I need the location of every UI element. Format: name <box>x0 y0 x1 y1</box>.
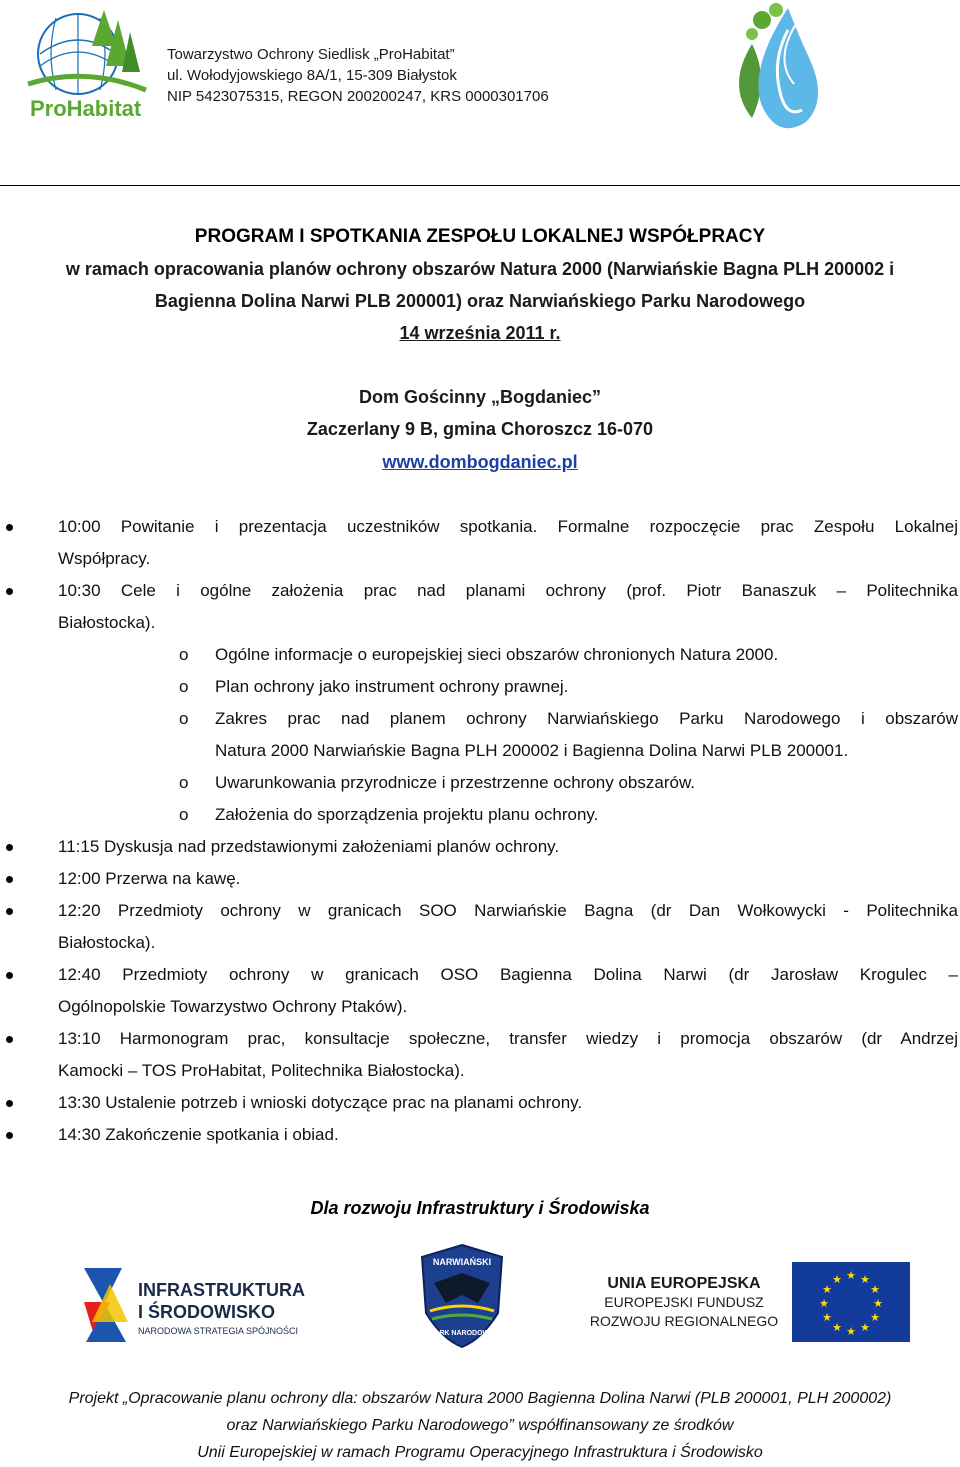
agenda-subitem <box>179 799 958 831</box>
agenda-subitem <box>179 671 958 703</box>
agenda-subtext: Zakres prac nad planem ochrony Narwiańskiego Parku Narodowego i obszarów <box>215 709 958 728</box>
agenda-subitem <box>179 703 958 767</box>
organization-info <box>167 44 549 107</box>
agenda-subtext: Uwarunkowania przyrodnicze i przestrzenne ochrony obszarów. <box>215 773 696 792</box>
program-subtitle-line2: Bagienna Dolina Narwi PLB 200001) oraz Narwiańskiego Parku Narodowego <box>154 291 806 311</box>
agenda-item <box>58 831 958 863</box>
agenda-item <box>58 959 958 1023</box>
agenda-text: 13:10 Harmonogram prac, konsultacje społeczne, transfer wiedzy i promocja obszarów (dr Andrzej <box>58 1029 958 1048</box>
svg-text:INFRASTRUKTURA: INFRASTRUKTURA <box>138 1280 305 1300</box>
agenda-text: 11:15 Dyskusja nad przedstawionymi założeniami planów ochrony. <box>58 837 560 856</box>
svg-text:NARWIAŃSKI: NARWIAŃSKI <box>432 1257 492 1267</box>
agenda-text: 10:00 Powitanie i prezentacja uczestników spotkania. Formalne rozpoczęcie prac Zespołu Lokalnej <box>58 517 958 536</box>
svg-text:★: ★ <box>870 1283 880 1296</box>
org-name: Towarzystwo Ochrony Siedlisk „ProHabitat” <box>167 46 455 63</box>
svg-text:★: ★ <box>822 1311 832 1324</box>
agenda-item <box>58 895 958 959</box>
agenda-item <box>58 1087 958 1119</box>
circle-bullet-icon: o <box>179 805 189 824</box>
agenda-text: 12:20 Przedmioty ochrony w granicach SOO Narwiańskie Bagna (dr Dan Wołkowycki - Politechnika <box>58 901 958 920</box>
svg-text:EUROPEJSKI FUNDUSZ: EUROPEJSKI FUNDUSZ <box>604 1294 764 1310</box>
program-title: PROGRAM I SPOTKANIA ZESPOŁU LOKALNEJ WSPÓŁPRACY <box>194 226 766 247</box>
circle-bullet-icon: o <box>179 773 189 792</box>
agenda-item <box>58 575 958 639</box>
bullet-icon <box>6 876 13 883</box>
agenda-text: Ogólnopolskie Towarzystwo Ochrony Ptaków). <box>58 997 408 1016</box>
agenda-text: 13:30 Ustalenie potrzeb i wnioski dotyczące prac na planami ochrony. <box>58 1093 583 1112</box>
svg-text:ProHabitat: ProHabitat <box>30 96 142 121</box>
bullet-icon <box>6 1132 13 1139</box>
svg-text:★: ★ <box>870 1311 880 1324</box>
svg-text:★: ★ <box>832 1273 842 1286</box>
svg-text:★: ★ <box>860 1321 870 1334</box>
bullet-icon <box>6 972 13 979</box>
agenda-text: Białostocka). <box>58 933 156 952</box>
agenda-item <box>58 1119 958 1151</box>
eu-flag-icon <box>792 1262 910 1342</box>
svg-text:NARODOWA STRATEGIA SPÓJNOŚCI: NARODOWA STRATEGIA SPÓJNOŚCI <box>138 1326 299 1336</box>
header-divider <box>0 185 960 186</box>
agenda-text: Białostocka). <box>58 613 156 632</box>
agenda-subtext: Ogólne informacje o europejskiej sieci obszarów chronionych Natura 2000. <box>215 645 779 664</box>
agenda-subitem <box>179 767 958 799</box>
program-subtitle-line1: w ramach opracowania planów ochrony obszarów Natura 2000 (Narwiańskie Bagna PLH 200002 i <box>65 259 895 279</box>
agenda-text: 12:40 Przedmioty ochrony w granicach OSO Bagienna Dolina Narwi (dr Jarosław Krogulec – <box>58 965 958 984</box>
agenda-text: 12:00 Przerwa na kawę. <box>58 869 241 888</box>
org-address: ul. Wołodyjowskiego 8A/1, 15-309 Białystok <box>167 67 457 84</box>
venue-website-link[interactable]: www.dombogdaniec.pl <box>382 452 578 472</box>
bullet-icon <box>6 908 13 915</box>
svg-text:ROZWOJU REGIONALNEGO: ROZWOJU REGIONALNEGO <box>589 1313 779 1329</box>
narwianski-park-logo <box>418 1243 506 1349</box>
agenda-item <box>58 511 958 575</box>
agenda-subtext: Plan ochrony jako instrument ochrony prawnej. <box>215 677 569 696</box>
org-registration: NIP 5423075315, REGON 200200247, KRS 0000301706 <box>167 88 549 105</box>
natura-2000-drop-logo <box>722 0 834 145</box>
footer-slogan: Dla rozwoju Infrastruktury i Środowiska <box>310 1198 650 1218</box>
bullet-icon <box>6 844 13 851</box>
svg-text:★: ★ <box>873 1297 883 1310</box>
svg-text:★: ★ <box>822 1283 832 1296</box>
agenda-text: Kamocki – TOS ProHabitat, Politechnika Białostocka). <box>58 1061 465 1080</box>
svg-text:★: ★ <box>846 1269 856 1282</box>
project-info-line3: Unii Europejskiej w ramach Programu Operacyjnego Infrastruktura i Środowisko <box>197 1444 763 1461</box>
meeting-date: 14 września 2011 r. <box>399 323 561 343</box>
venue-address: Zaczerlany 9 B, gmina Choroszcz 16-070 <box>306 419 654 439</box>
agenda-text: 10:30 Cele i ogólne założenia prac nad planami ochrony (prof. Piotr Banaszuk – Politechnika <box>58 581 958 600</box>
bullet-icon <box>6 524 13 531</box>
svg-text:★: ★ <box>860 1273 870 1286</box>
agenda-item <box>58 1023 958 1087</box>
agenda-subtext: Założenia do sporządzenia projektu planu ochrony. <box>215 805 599 824</box>
agenda-text: Współpracy. <box>58 549 151 568</box>
bullet-icon <box>6 1100 13 1107</box>
project-info-line2: oraz Narwiańskiego Parku Narodowego” współfinansowany ze środków <box>226 1417 734 1434</box>
circle-bullet-icon: o <box>179 645 189 664</box>
svg-text:★: ★ <box>846 1325 856 1338</box>
svg-text:UNIA EUROPEJSKA: UNIA EUROPEJSKA <box>607 1275 761 1292</box>
svg-text:I ŚRODOWISKO: I ŚRODOWISKO <box>138 1302 276 1322</box>
eu-fund-text-logo <box>584 1272 784 1332</box>
circle-bullet-icon: o <box>179 709 189 728</box>
venue-name: Dom Gościnny „Bogdaniec” <box>358 387 602 407</box>
agenda-item <box>58 863 958 895</box>
bullet-icon <box>6 588 13 595</box>
svg-text:★: ★ <box>832 1321 842 1334</box>
project-info-line1: Projekt „Opracowanie planu ochrony dla: obszarów Natura 2000 Bagienna Dolina Narwi (PLB 200001, PLH 200002) <box>68 1390 892 1407</box>
bullet-icon <box>6 1036 13 1043</box>
agenda-subitem <box>179 639 958 671</box>
svg-text:★: ★ <box>819 1297 829 1310</box>
agenda-subtext: Natura 2000 Narwiańskie Bagna PLH 200002 i Bagienna Dolina Narwi PLB 200001. <box>215 741 849 760</box>
infrastruktura-srodowisko-logo <box>80 1262 320 1346</box>
agenda-text: 14:30 Zakończenie spotkania i obiad. <box>58 1125 339 1144</box>
circle-bullet-icon: o <box>179 677 189 696</box>
prohabitat-logo <box>26 6 152 124</box>
svg-text:PARK NARODOWY: PARK NARODOWY <box>430 1330 494 1337</box>
